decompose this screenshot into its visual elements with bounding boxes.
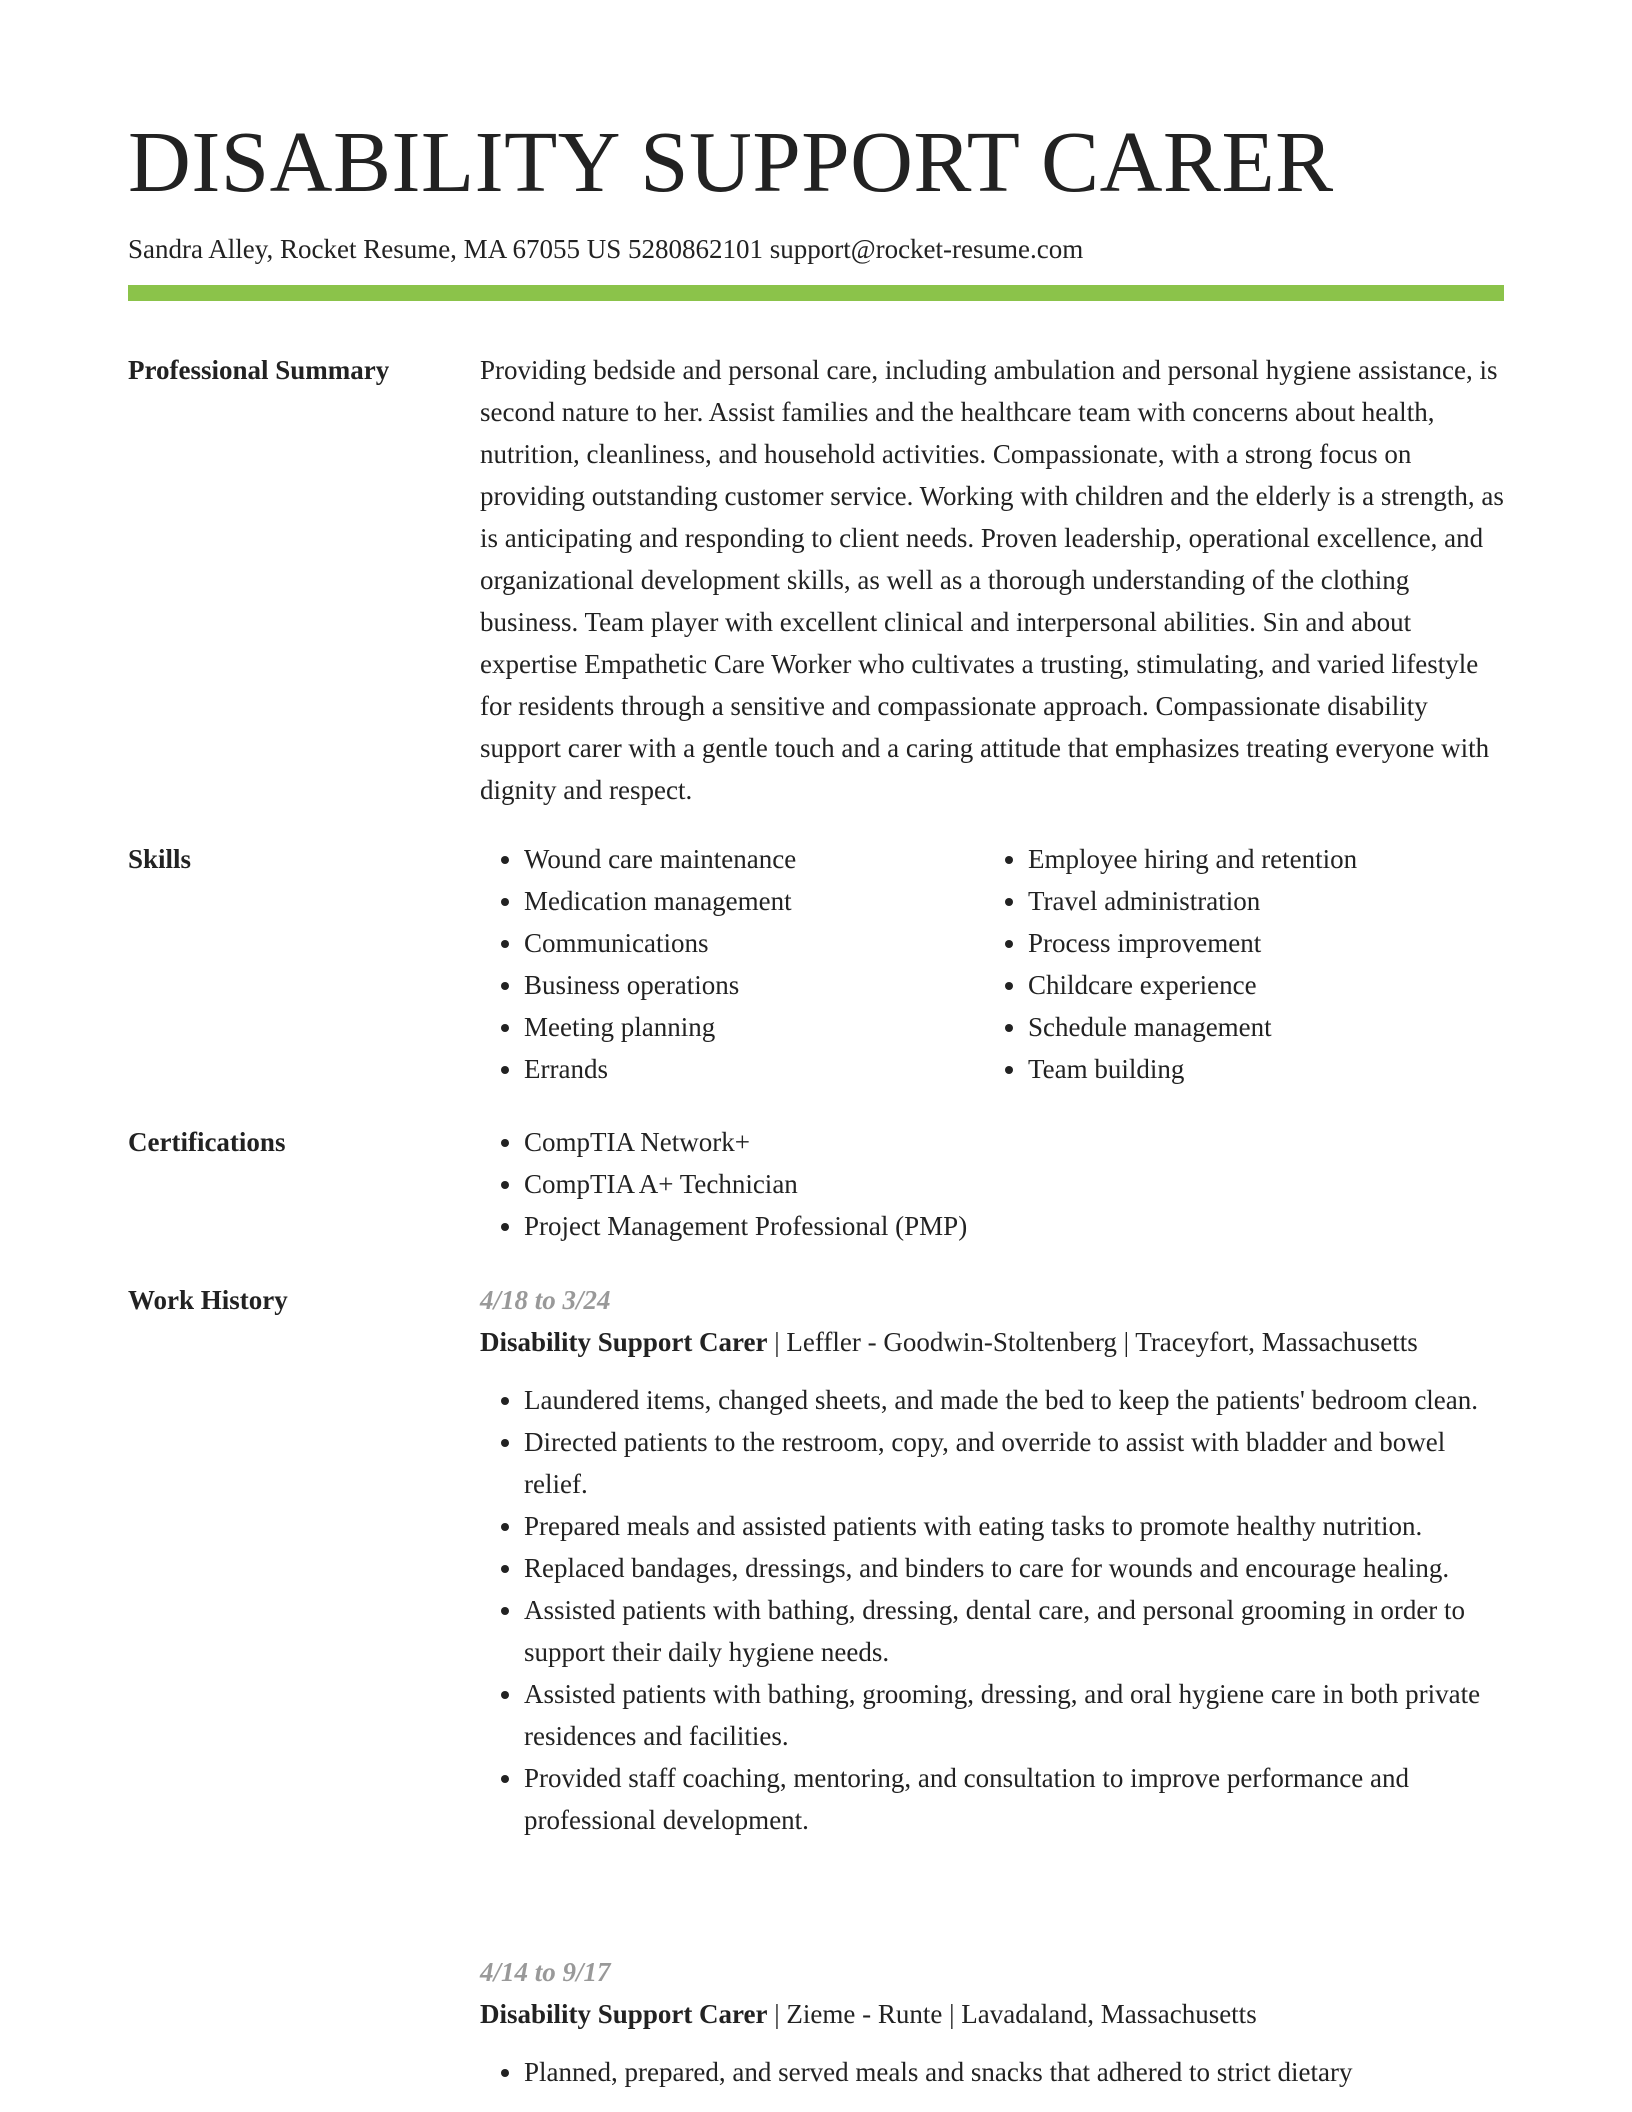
summary-label: Professional Summary: [128, 355, 390, 385]
certifications-list: [480, 1121, 1504, 1247]
work-history-body: [480, 1279, 1504, 2087]
work-history-label: Work History: [128, 1285, 288, 1315]
skill-item: • Wound care maintenance: [524, 838, 984, 880]
job-bullet-list: [480, 2051, 1504, 2093]
skill-item: • Schedule management: [1028, 1006, 1488, 1048]
summary-text: Providing bedside and personal care, including ambulation and personal hygiene assistance, is second nature to her. Assist families and the healthcare team with concerns about health, nutrition, cleanliness, and household activities. Compassionate, with a strong focus on providing outstanding customer service. Working with children and the elderly is a strength, as is anticipating and responding to client needs. Proven leadership, operational excellence, and organizational development skills, as well as a thorough understanding of the clothing business. Team player with excellent clinical and interpersonal abilities. Sin and about expertise Empathetic Care Worker who cultivates a trusting, stimulating, and varied lifestyle for residents through a sensitive and compassionate approach. Compassionate disability support carer with a gentle touch and a caring attitude that emphasizes treating everyone with dignity and respect.: [480, 355, 1504, 805]
job-bullet: • Planned, prepared, and served meals and snacks that adhered to strict dietary: [524, 2051, 1504, 2093]
skills-label: Skills: [128, 844, 192, 874]
job-bullet: • Replaced bandages, dressings, and binders to care for wounds and encourage healing.: [524, 1547, 1504, 1589]
skill-item: • Meeting planning: [524, 1006, 984, 1048]
certifications-label: Certifications: [128, 1127, 286, 1157]
job-employer-location: | Leffler - Goodwin-Stoltenberg | Traceyfort, Massachusetts: [767, 1327, 1418, 1357]
skill-item: • Business operations: [524, 964, 984, 1006]
job-heading: [480, 1321, 1504, 1363]
skill-item: • Process improvement: [1028, 922, 1488, 964]
job-entry: [480, 1951, 1504, 2093]
job-bullet: • Prepared meals and assisted patients with eating tasks to promote healthy nutrition.: [524, 1505, 1504, 1547]
certification-item: • CompTIA Network+: [524, 1121, 1504, 1163]
skill-item: • Employee hiring and retention: [1028, 838, 1488, 880]
skill-item: • Errands: [524, 1048, 984, 1090]
job-title: Disability Support Carer: [480, 1999, 768, 2029]
skills-body: [480, 838, 1504, 1090]
job-entry: [480, 1279, 1504, 1841]
certification-item: • Project Management Professional (PMP): [524, 1205, 1504, 1247]
skills-column-left: [480, 838, 984, 1090]
job-bullet: • Provided staff coaching, mentoring, and consultation to improve performance and professional development.: [524, 1757, 1504, 1841]
job-bullet: • Directed patients to the restroom, copy, and override to assist with bladder and bowel relief.: [524, 1421, 1504, 1505]
certifications-body: [480, 1121, 1504, 1247]
certification-item: • CompTIA A+ Technician: [524, 1163, 1504, 1205]
skill-item: • Childcare experience: [1028, 964, 1488, 1006]
job-dates: 4/18 to 3/24: [480, 1285, 611, 1315]
accent-divider: [128, 285, 1504, 301]
job-employer-location: | Zieme - Runte | Lavadaland, Massachusetts: [767, 1999, 1257, 2029]
job-bullet: • Laundered items, changed sheets, and made the bed to keep the patients' bedroom clean.: [524, 1379, 1504, 1421]
skill-item: • Communications: [524, 922, 984, 964]
job-bullet-list: [480, 1379, 1504, 1841]
skills-list-left: [480, 838, 984, 1090]
skill-item: • Medication management: [524, 880, 984, 922]
skills-column-right: [984, 838, 1488, 1090]
skills-grid: [480, 838, 1504, 1090]
summary-body: [480, 349, 1504, 811]
skill-item: • Team building: [1028, 1048, 1488, 1090]
job-heading: [480, 1993, 1504, 2035]
job-bullet: • Assisted patients with bathing, dressing, dental care, and personal grooming in order to support their daily hygiene needs.: [524, 1589, 1504, 1673]
job-bullet: • Assisted patients with bathing, grooming, dressing, and oral hygiene care in both private residences and facilities.: [524, 1673, 1504, 1757]
resume-title: DISABILITY SUPPORT CARER: [128, 113, 1334, 210]
contact-line: Sandra Alley, Rocket Resume, MA 67055 US 5280862101 support@rocket-resume.com: [128, 234, 1084, 264]
skill-item: • Travel administration: [1028, 880, 1488, 922]
job-dates: 4/14 to 9/17: [480, 1957, 611, 1987]
skills-list-right: [984, 838, 1488, 1090]
job-title: Disability Support Carer: [480, 1327, 768, 1357]
